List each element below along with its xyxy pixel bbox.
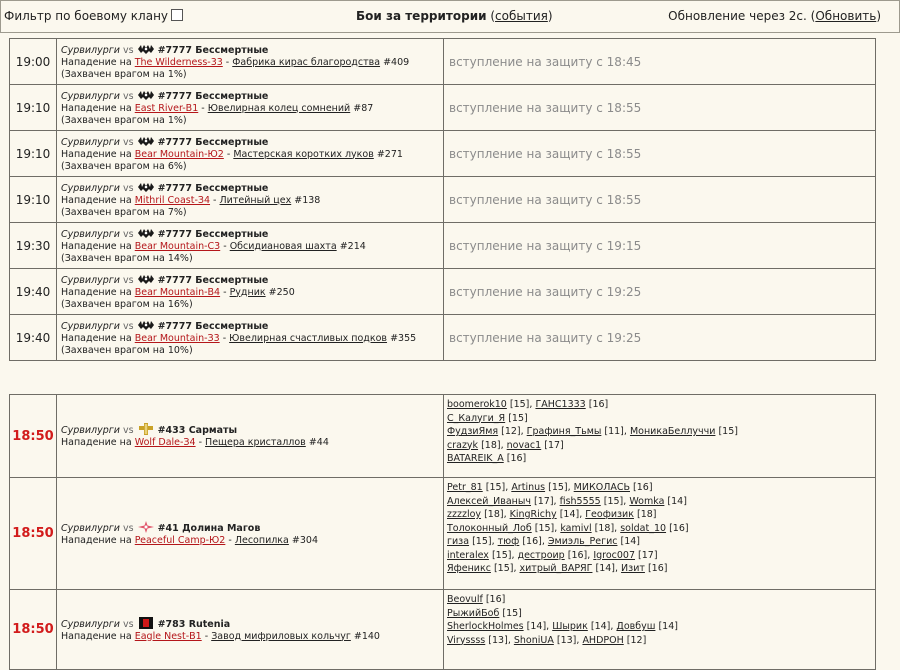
players-line: [447, 593, 872, 607]
attack-prefix: Нападение на: [61, 332, 132, 344]
players-line: Алексей_Иваныч [17], fish5555 [15], Womka [14]: [447, 495, 687, 507]
battle-info: [57, 131, 444, 177]
captured-percent: (Захвачен врагом на 10%): [61, 344, 193, 356]
attack-prefix: Нападение на: [61, 437, 132, 448]
vs-line: [61, 43, 439, 57]
filter-checkbox[interactable]: [171, 9, 183, 21]
building-number: #271: [376, 148, 403, 160]
battle-time: 19:40: [10, 315, 57, 361]
defense-battle-row: [10, 85, 876, 131]
building-link[interactable]: Фабрика кирас благородства: [232, 56, 381, 68]
players-line: zzzzloy [18], KingRichy [14], Геофизик [18]: [447, 509, 657, 520]
attack-line: Нападение на Bear Mountain-З3 - Ювелирная счастливых подков #355: [61, 332, 417, 344]
players-list: [444, 478, 876, 590]
attack-line: Нападение на Bear Mountain-Ю2 - Мастерская коротких луков #271: [61, 148, 403, 160]
own-clan-name: Сурвилурги: [61, 136, 120, 148]
players-line: ФудзиЯмя [12], Графиня_Тьмы [11], МоникаБеллуччи [15]: [447, 426, 738, 437]
defense-battles-table: [9, 38, 876, 361]
building-number: #250: [268, 286, 295, 298]
attack-prefix: Нападение на: [61, 534, 132, 546]
attack-prefix: Нападение на: [61, 102, 132, 114]
player-link[interactable]: Womka: [629, 495, 665, 507]
vs-label: vs: [122, 274, 134, 286]
attack-line: Нападение на The Wilderness-33 - Фабрика кирас благородства #409: [61, 56, 410, 68]
player-level: [14]: [620, 536, 641, 547]
skull-wings-icon: [137, 43, 155, 55]
building-link[interactable]: Рудник: [229, 286, 266, 298]
player-level: [11]: [604, 426, 624, 437]
players-line: [447, 452, 872, 466]
player-level: [15]: [472, 536, 492, 547]
battle-time: 19:10: [10, 85, 57, 131]
player-level: [12]: [626, 634, 647, 646]
captured-percent: (Захвачен врагом на 1%): [61, 114, 187, 126]
location-link[interactable]: Eagle Nest-В1: [134, 630, 202, 642]
enemy-clan-name: #7777 Бессмертные: [157, 90, 269, 102]
battle-time: 19:10: [10, 177, 57, 223]
vs-line: [61, 181, 439, 195]
enemy-clan-name: #7777 Бессмертные: [157, 228, 269, 240]
player-link[interactable]: zzzzloy: [447, 509, 482, 520]
own-clan-name: Сурвилурги: [61, 522, 120, 534]
player-level: [14]: [559, 509, 580, 520]
player-level: [16]: [588, 399, 609, 410]
building-number: #87: [353, 102, 374, 114]
location-link[interactable]: Bear Mountain-З3: [134, 332, 220, 344]
vs-label: vs: [122, 425, 134, 436]
skull-wings-icon: [137, 135, 155, 147]
player-level: [16]: [633, 482, 653, 493]
battle-info: [57, 85, 444, 131]
player-level: [18]: [481, 439, 501, 451]
player-level: [18]: [484, 509, 504, 520]
attack-prefix: Нападение на: [61, 148, 132, 160]
own-clan-name: Сурвилурги: [61, 320, 120, 332]
location-link[interactable]: Bear Mountain-В4: [134, 286, 221, 298]
building-number: #214: [339, 240, 366, 252]
player-level: [15]: [508, 412, 528, 424]
player-link[interactable]: ShoniUA: [513, 634, 554, 646]
gold-cross-icon: [137, 423, 155, 435]
skull-wings-icon: [137, 319, 155, 331]
player-link[interactable]: Яфеникс: [447, 563, 491, 574]
battle-time: 19:30: [10, 223, 57, 269]
attack-line: Нападение на Mithril Coast-З4 - Литейный цех #138: [61, 194, 321, 206]
battle-time: 18:50: [10, 478, 57, 590]
player-link[interactable]: Геофизик: [585, 509, 634, 520]
player-link[interactable]: kamivl: [560, 522, 592, 534]
players-line: [447, 607, 872, 621]
players-line: boomerok10 [15], ГАНС1333 [16]: [447, 399, 609, 410]
location-link[interactable]: The Wilderness-33: [134, 56, 223, 68]
battle-info: [57, 478, 444, 590]
defense-battle-row: [10, 131, 876, 177]
player-level: [15]: [718, 426, 738, 437]
player-level: [16]: [485, 594, 506, 605]
vs-line: [61, 135, 439, 149]
building-link[interactable]: Ювелирная колец сомнений: [207, 102, 351, 114]
player-level: [18]: [594, 522, 615, 534]
vs-label: vs: [122, 44, 134, 56]
player-link[interactable]: Эмиэль_Регис: [547, 536, 618, 547]
attack-line: Нападение на Bear Mountain-С3 - Обсидиановая шахта #214: [61, 240, 366, 252]
vs-label: vs: [122, 320, 134, 332]
player-level: [14]: [526, 621, 547, 632]
attack-battle-row: [10, 590, 876, 670]
player-link[interactable]: soldat_10: [620, 522, 667, 534]
location-link[interactable]: Peaceful Camp-Ю2: [134, 534, 226, 546]
building-link[interactable]: Обсидиановая шахта: [229, 240, 337, 252]
building-number: #409: [383, 56, 410, 68]
attack-battle-row: [10, 478, 876, 590]
enemy-clan-name: #7777 Бессмертные: [157, 44, 269, 56]
enemy-clan-name: #7777 Бессмертные: [157, 182, 269, 194]
vs-line: [61, 273, 439, 287]
player-level: [17]: [544, 439, 564, 451]
player-link[interactable]: crazyk: [447, 439, 479, 451]
pink-star-icon: [137, 521, 155, 533]
player-link[interactable]: boomerok10: [447, 399, 507, 410]
captured-percent: (Захвачен врагом на 16%): [61, 298, 193, 310]
building-number: #304: [291, 534, 318, 546]
vs-line: [61, 319, 439, 333]
clan-filter: [4, 9, 183, 23]
skull-wings-icon: [137, 273, 155, 285]
battle-info: [57, 269, 444, 315]
defense-status: вступление на защиту с 19:25: [444, 315, 876, 361]
players-line: interalex [15], дестроир [16], Igroc007 [17]: [447, 549, 658, 561]
player-link[interactable]: АНDРОН: [582, 634, 624, 646]
building-link[interactable]: Мастерская коротких луков: [233, 148, 374, 160]
player-level: [16]: [506, 453, 527, 464]
vs-label: vs: [122, 136, 134, 148]
defense-status: вступление на защиту с 18:55: [444, 85, 876, 131]
player-link[interactable]: Petr_81: [447, 482, 483, 493]
player-link[interactable]: fish5555: [559, 495, 601, 507]
captured-percent: (Захвачен врагом на 14%): [61, 252, 193, 264]
battle-info: [57, 177, 444, 223]
location-link[interactable]: Bear Mountain-С3: [134, 240, 221, 252]
own-clan-name: Сурвилурги: [61, 618, 120, 630]
building-link[interactable]: Завод мифриловых кольчуг: [211, 630, 351, 642]
player-link[interactable]: interalex: [447, 549, 489, 561]
player-level: [15]: [502, 607, 522, 619]
own-clan-name: Сурвилурги: [61, 425, 120, 436]
players-line: [447, 412, 872, 426]
players-line: Яфеникс [15], хитрый_ВАРЯГ [14], Изит [16]: [447, 563, 668, 574]
vs-label: vs: [122, 90, 134, 102]
top-bar: [0, 0, 900, 33]
enemy-clan-name: #433 Сарматы: [157, 425, 238, 436]
building-number: #44: [308, 437, 329, 448]
building-number: #138: [294, 194, 321, 206]
battle-info: [57, 395, 444, 478]
attack-prefix: Нападение на: [61, 286, 132, 298]
attack-line: Нападение на Eagle Nest-В1 - Завод мифриловых кольчуг #140: [61, 630, 380, 642]
vs-label: vs: [122, 522, 134, 534]
vs-line: [61, 617, 439, 631]
location-link[interactable]: East River-В1: [134, 102, 199, 114]
player-link[interactable]: МоникаБеллуччи: [629, 426, 716, 437]
defense-battle-row: [10, 269, 876, 315]
player-level: [15]: [491, 549, 512, 561]
players-line: Толоконный_Лоб [15], kamivl [18], soldat_10 [16]: [447, 522, 689, 534]
battle-time: 18:50: [10, 590, 57, 670]
vs-line: [61, 89, 439, 103]
player-level: [16]: [669, 522, 689, 534]
player-link[interactable]: Artinus: [511, 482, 546, 493]
player-link[interactable]: Изит: [621, 563, 645, 574]
player-level: [15]: [485, 482, 506, 493]
player-link[interactable]: Beovulf: [447, 594, 483, 605]
red-square-icon: [137, 617, 155, 629]
own-clan-name: Сурвилурги: [61, 228, 120, 240]
building-link[interactable]: Пещера кристаллов: [205, 437, 306, 448]
defense-status: вступление на защиту с 18:55: [444, 131, 876, 177]
player-link[interactable]: дестроир: [517, 549, 565, 561]
player-link[interactable]: Толоконный_Лоб: [447, 522, 532, 534]
own-clan-name: Сурвилурги: [61, 90, 120, 102]
defense-status: вступление на защиту с 18:55: [444, 177, 876, 223]
battle-info: [57, 315, 444, 361]
player-link[interactable]: KingRichy: [509, 509, 557, 520]
defense-battle-row: [10, 177, 876, 223]
battle-time: 19:40: [10, 269, 57, 315]
player-link[interactable]: Viryssss: [447, 634, 486, 646]
player-level: [12]: [501, 426, 521, 437]
player-link[interactable]: гиза: [447, 536, 470, 547]
enemy-clan-name: #7777 Бессмертные: [157, 320, 269, 332]
player-level: [17]: [534, 495, 554, 507]
player-link[interactable]: РыжийБоб: [447, 607, 500, 619]
vs-label: vs: [122, 182, 134, 194]
player-link[interactable]: ФудзиЯмя: [447, 426, 499, 437]
enemy-clan-name: #783 Rutenia: [157, 618, 231, 630]
vs-label: vs: [122, 228, 134, 240]
location-link[interactable]: Bear Mountain-Ю2: [134, 148, 224, 160]
own-clan-name: Сурвилурги: [61, 182, 120, 194]
attack-prefix: Нападение на: [61, 240, 132, 252]
players-line: Petr_81 [15], Artinus [15], МИКОЛАСЬ [16]: [447, 482, 653, 493]
player-level: [17]: [638, 549, 658, 561]
vs-line: [61, 521, 439, 535]
skull-wings-icon: [137, 181, 155, 193]
vs-line: [61, 423, 439, 437]
players-list: [444, 590, 876, 670]
defense-battle-row: [10, 315, 876, 361]
location-link[interactable]: Mithril Coast-З4: [134, 194, 211, 206]
defense-battle-row: [10, 39, 876, 85]
battle-time: 18:50: [10, 395, 57, 478]
player-link[interactable]: ГАНС1333: [535, 399, 586, 410]
skull-wings-icon: [137, 227, 155, 239]
player-link[interactable]: Igroc007: [593, 549, 636, 561]
battle-info: [57, 39, 444, 85]
player-level: [13]: [556, 634, 577, 646]
player-link[interactable]: тюф: [497, 536, 520, 547]
player-link[interactable]: Алексей_Иваныч: [447, 495, 531, 507]
player-level: [15]: [548, 482, 568, 493]
vs-label: vs: [122, 618, 134, 630]
player-level: [14]: [667, 495, 687, 507]
events-link[interactable]: события: [495, 9, 548, 23]
player-level: [18]: [637, 509, 657, 520]
player-link[interactable]: SherlockHolmes: [447, 621, 524, 632]
player-level: [15]: [603, 495, 624, 507]
refresh-text: Обновление через 2с.: [668, 9, 807, 23]
player-link[interactable]: Шырик: [552, 621, 588, 632]
building-link[interactable]: Литейный цех: [219, 194, 292, 206]
player-level: [15]: [509, 399, 530, 410]
building-link[interactable]: Ювелирная счастливых подков: [229, 332, 388, 344]
attack-line: Нападение на Peaceful Camp-Ю2 - Лесопилка #304: [61, 534, 318, 546]
skull-wings-icon: [137, 89, 155, 101]
players-list: [444, 395, 876, 478]
building-number: #140: [353, 630, 380, 642]
players-line: crazyk [18], novac1 [17]: [447, 439, 564, 451]
players-line: SherlockHolmes [14], Шырик [14], Довбуш [14]: [447, 621, 678, 632]
enemy-clan-name: #41 Долина Магов: [157, 522, 261, 534]
player-link[interactable]: МИКОЛАСЬ: [573, 482, 630, 493]
player-level: [16]: [567, 549, 588, 561]
page-title: Бои за территории (события): [356, 9, 553, 23]
defense-status: вступление на защиту с 19:15: [444, 223, 876, 269]
own-clan-name: Сурвилурги: [61, 44, 120, 56]
attack-prefix: Нападение на: [61, 630, 132, 642]
enemy-clan-name: #7777 Бессмертные: [157, 136, 269, 148]
attack-line: Нападение на East River-В1 - Ювелирная колец сомнений #87: [61, 102, 374, 114]
player-link[interactable]: Довбуш: [616, 621, 656, 632]
captured-percent: (Захвачен врагом на 7%): [61, 206, 187, 218]
attack-battle-row: [10, 395, 876, 478]
battle-time: 19:10: [10, 131, 57, 177]
player-level: [13]: [488, 634, 508, 646]
player-link[interactable]: С_Калуги_Я: [447, 412, 506, 424]
defense-status: вступление на защиту с 19:25: [444, 269, 876, 315]
defense-status: вступление на защиту с 18:45: [444, 39, 876, 85]
attack-line: Нападение на Wolf Dale-З4 - Пещера кристаллов #44: [61, 437, 329, 448]
refresh-area: Обновление через 2с. (Обновить): [668, 9, 881, 23]
player-link[interactable]: хитрый_ВАРЯГ: [519, 563, 593, 574]
captured-percent: (Захвачен врагом на 1%): [61, 68, 187, 80]
player-level: [16]: [522, 536, 542, 547]
defense-battle-row: [10, 223, 876, 269]
player-level: [15]: [493, 563, 514, 574]
attack-line: Нападение на Bear Mountain-В4 - Рудник #250: [61, 286, 295, 298]
building-link[interactable]: Лесопилка: [234, 534, 289, 546]
attack-prefix: Нападение на: [61, 56, 132, 68]
filter-label: Фильтр по боевому клану: [4, 9, 169, 23]
player-level: [14]: [595, 563, 615, 574]
player-link[interactable]: Графиня_Тьмы: [526, 426, 602, 437]
player-level: [16]: [647, 563, 668, 574]
player-level: [14]: [590, 621, 611, 632]
attack-battles-table: [9, 394, 876, 670]
player-link[interactable]: novac1: [506, 439, 542, 451]
attack-prefix: Нападение на: [61, 194, 132, 206]
battle-time: 19:00: [10, 39, 57, 85]
players-line: гиза [15], тюф [16], Эмиэль_Регис [14]: [447, 536, 641, 547]
player-level: [14]: [658, 621, 678, 632]
refresh-link[interactable]: Обновить: [815, 9, 877, 23]
player-level: [15]: [534, 522, 555, 534]
own-clan-name: Сурвилурги: [61, 274, 120, 286]
location-link[interactable]: Wolf Dale-З4: [134, 437, 196, 448]
title-text: Бои за территории: [356, 9, 487, 23]
captured-percent: (Захвачен врагом на 6%): [61, 160, 187, 172]
vs-line: [61, 227, 439, 241]
building-number: #355: [390, 332, 417, 344]
player-link[interactable]: BATAREIK_A: [447, 453, 504, 464]
battle-info: [57, 590, 444, 670]
enemy-clan-name: #7777 Бессмертные: [157, 274, 269, 286]
battle-info: [57, 223, 444, 269]
players-line: Viryssss [13], ShoniUA [13], АНDРОН [12]: [447, 634, 647, 646]
